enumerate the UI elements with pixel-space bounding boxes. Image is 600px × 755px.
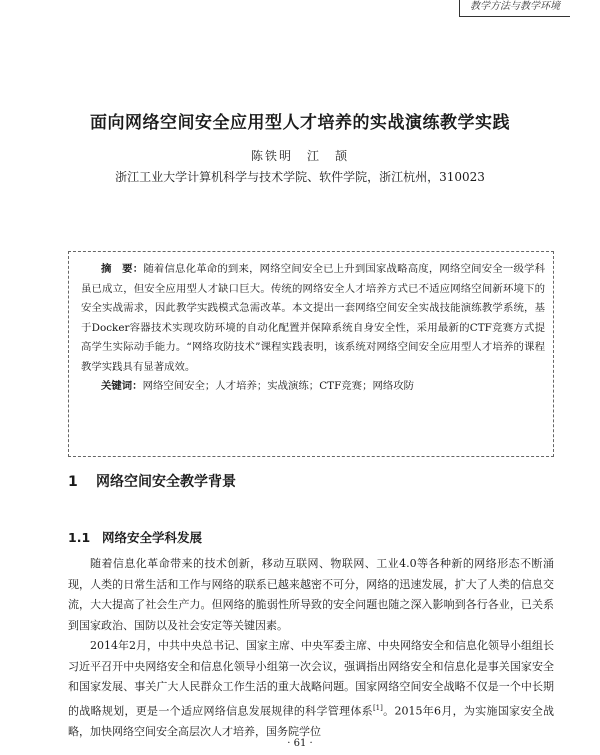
paper-title: 面向网络空间安全应用型人才培养的实战演练教学实践 <box>90 113 510 133</box>
section-1-1-title: 网络安全学科发展 <box>102 530 203 545</box>
body-paragraph-1: 随着信息化革命带来的技术创新，移动互联网、物联网、工业4.0等各种新的网络形态不断涌现，人类的日常生活和工作与网络的联系已越来越密不可分，网络的迅速发展，扩大了人类的信息交流，大大提高了社会生产力。但网络的脆弱性所导致的安全问题也随之深入影响到各行各业，已关系到国家政治、国防以及社会安定等关键因素。 <box>68 557 554 632</box>
abstract-text: 随着信息化革命的到来，网络空间安全已上升到国家战略高度，网络空间安全一级学科虽已成立，但安全应用型人才缺口巨大。传统的网络安全人才培养方式已不适应网络空间新环境下的安全实战需求，因此教学实践模式急需改革。本文提出一套网络空间安全实战技能演练教学系统，基于Docker容器技术实现攻防环境的自动化配置并保障系统自身安全性，采用最新的CTF竞赛方式提高学生实际动手能力。“网络攻防技术”课程实践表明，该系统对网络空间安全应用型人才培养的课程教学实践具有显著成效。 <box>81 263 546 373</box>
body-paragraph-2-part-b: 。2015年6月，为实施国家安全战略，加快网络空间安全高层次人才培养，国务院学位 <box>68 704 554 738</box>
abstract-label: 摘 要： <box>101 263 144 275</box>
paper-affiliation: 浙江工业大学计算机科学与技术学院、软件学院，浙江杭州，310023 <box>115 170 485 184</box>
citation-1: [1] <box>372 703 383 712</box>
body-paragraph-2 <box>68 636 554 742</box>
body-paragraph-2-part-a: 2014年2月，中共中央总书记、国家主席、中央军委主席、中央网络安全和信息化领导小组组长习近平召开中央网络安全和信息化领导小组第一次会议，强调指出网络安全和信息化是事关国家安全和国家发展、事关广大人民群众工作生活的重大战略问题。国家网络空间安全战略不仅是一个中长期的战略规划，更是一个适应网络信息发展规律的科学管理体系 <box>68 639 554 718</box>
abstract-paragraph <box>81 260 545 377</box>
abstract-box <box>68 251 554 457</box>
paper-authors: 陈铁明 江 颉 <box>250 149 349 163</box>
keywords-label: 关键词： <box>101 380 143 392</box>
section-1-title: 网络空间安全教学背景 <box>96 474 236 490</box>
section-1-1-number: 1.1 <box>68 530 91 545</box>
keywords-text: 网络空间安全；人才培养；实战演练；CTF竞赛；网络攻防 <box>142 380 415 392</box>
page-number: · 61 · <box>287 738 313 749</box>
section-1-number: 1 <box>68 474 78 490</box>
keywords-line <box>81 377 545 397</box>
section-1-1-heading <box>68 528 202 546</box>
running-header: 教学方法与教学环境 <box>459 0 570 17</box>
section-1-heading <box>68 471 236 491</box>
body-text <box>68 554 554 742</box>
